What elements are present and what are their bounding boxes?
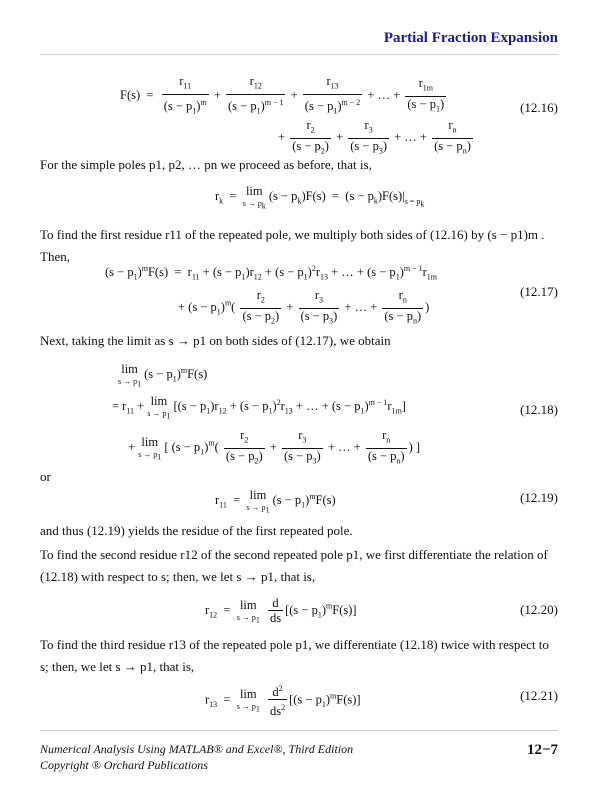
text-or: or bbox=[40, 469, 51, 484]
equation-simple-residue: $r_k = \lim$ $s \to p_k$ $(s - p_k)F(s) = (s - p_k)F(s)|_{s = p_k}$ bbox=[215, 184, 425, 211]
equation-number-12-19: (12.19) bbox=[520, 490, 558, 505]
equation-12-17-line2: + $(s - p_1)^m$( $\frac{r_2}{(s - p_2)}$ + $\frac{r_3}{(s - p_3)}$ + … + $\frac{r_n}{(s - p_n)}$ ) bbox=[178, 288, 430, 325]
running-header-title: Partial Fraction Expansion bbox=[383, 30, 558, 46]
equation-number-12-20: (12.20) bbox=[520, 602, 558, 617]
equation-12-20: $r_{12} = \lim$ $s \to p_1$ $\frac{d}{ds}$ $[(s - p_1)^mF(s)]$ bbox=[205, 596, 357, 625]
equation-number-12-18: (12.18) bbox=[520, 402, 558, 417]
paragraph-taking-limit: Next, taking the limit as s → p1 on both sides of (12.17), we obtain bbox=[40, 333, 391, 348]
equation-number-12-17: (12.17) bbox=[520, 284, 558, 299]
paragraph-second-residue: To find the second residue r12 of the second repeated pole p1, we first differentiate the relation of (12.18) with respect to s; then, we let s → p1, that is, bbox=[40, 547, 548, 584]
equation-number-12-16: (12.16) bbox=[520, 100, 558, 115]
equation-12-16-line1: F(s) = $\frac{r_{11}}{(s - p_1)^m}$ + $\frac{r_{12}}{(s - p_1)^{m - 1}}$ + $\frac{r_{13}}{(s - p_1)^{m - 2}}$ + … + $\frac{r_{1m}}{(s - p_1)}$ bbox=[120, 74, 445, 116]
header-divider bbox=[40, 54, 558, 55]
page-number: 12−7 bbox=[526, 742, 558, 758]
footer-divider bbox=[40, 730, 558, 731]
equation-12-16-line2: + $\frac{r_2}{(s - p_2)}$ + $\frac{r_3}{(s - p_3)}$ + … + $\frac{r_n}{(s - p_n)}$ bbox=[278, 118, 471, 155]
equation-12-18-line2: = $r_{11} + \lim$ $s \to p_1$ [$(s - p_1)r_{12} + (s - p_1)^2r_{13}$ + … + $(s - p_1)^{m - 1}r_{1m}$] bbox=[112, 394, 406, 421]
equation-12-18-line1: lim $s \to p_1$ $(s - p_1)^mF(s)$ bbox=[118, 362, 208, 389]
equation-number-12-21: (12.21) bbox=[520, 688, 558, 703]
paragraph-first-residue: To find the first residue r11 of the repeated pole, we multiply both sides of (12.16) by (s − p1)m . Then, bbox=[40, 227, 545, 264]
equation-12-19: $r_{11} = \lim$ $s \to p_1$ $(s - p_1)^mF(s)$ bbox=[215, 488, 336, 515]
footer-copyright: Copyright ® Orchard Publications bbox=[40, 758, 208, 772]
paragraph-simple-poles: For the simple poles p1, p2, … pn we proceed as before, that is, bbox=[40, 157, 372, 172]
paragraph-third-residue: To find the third residue r13 of the repeated pole p1, we differentiate (12.18) twice with respect to s; then, we let s → p1, that is, bbox=[40, 637, 549, 674]
equation-12-21: $r_{13} = \lim$ $s \to p_1$ $\frac{d^2}{ds^2}$ $[(s - p_1)^mF(s)]$ bbox=[205, 684, 361, 719]
paragraph-first-repeated-pole: and thus (12.19) yields the residue of the first repeated pole. bbox=[40, 523, 353, 538]
equation-12-17-line1: $(s - p_1)^mF(s) = r_{11} + (s - p_1)r_{12} + (s - p_1)^2r_{13}$ + … + $(s - p_1)^{m - 1}r_{1m}$ bbox=[105, 264, 437, 282]
footer-book-title: Numerical Analysis Using MATLAB® and Excel®, Third Edition bbox=[40, 742, 354, 756]
equation-12-18-line3: + lim $s \to p_1$ [ $(s - p_1)^m$( $\frac{r_2}{(s - p_2)}$ + $\frac{r_3}{(s - p_3)}$ + … + $\frac{r_n}{(s - p_n)}$ ) ] bbox=[128, 428, 421, 465]
